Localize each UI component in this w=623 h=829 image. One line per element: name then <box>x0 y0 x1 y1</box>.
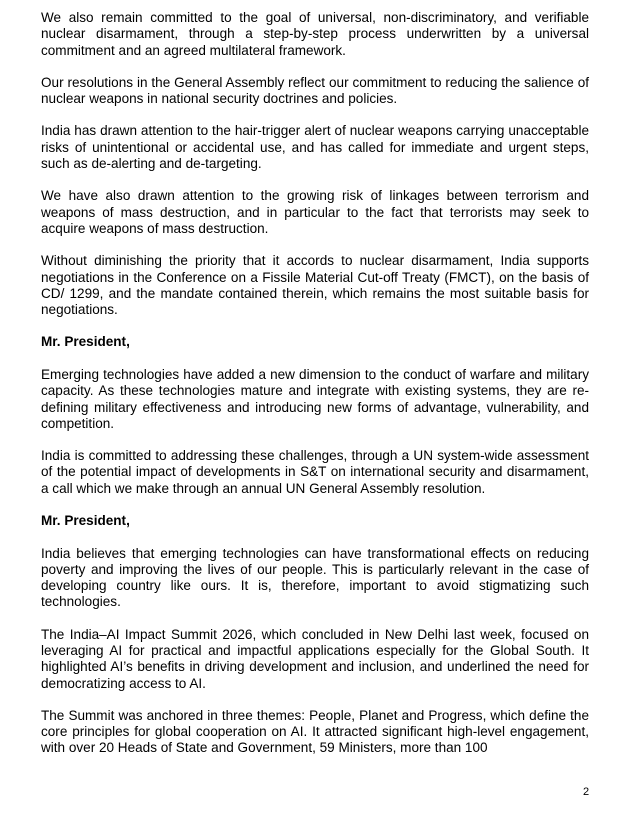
paragraph-ai-impact-summit: The India–AI Impact Summit 2026, which concluded in New Delhi last week, focused on leveraging AI for practical and impactful applications especially for the Global South. It highlighted AI’s benefits in driving development and inclusion, and underlined the need for democratizing access to AI. <box>41 626 589 691</box>
paragraph-disarmament-commitment: We also remain committed to the goal of universal, non-discriminatory, and verifiable nuclear disarmament, through a step-by-step process underwritten by a universal commitment and an agreed multilateral framework. <box>41 10 589 58</box>
paragraph-general-assembly-resolutions: Our resolutions in the General Assembly reflect our commitment to reducing the salience of nuclear weapons in national security doctrines and policies. <box>41 74 589 107</box>
paragraph-emerging-technologies: Emerging technologies have added a new dimension to the conduct of warfare and military capacity. As these technologies mature and integrate with existing systems, they are re-defining military effectiveness and introducing new forms of advantage, vulnerability, and competition. <box>41 366 589 431</box>
page-number: 2 <box>583 786 590 798</box>
paragraph-hair-trigger-alert: India has drawn attention to the hair-trigger alert of nuclear weapons carrying unacceptable risks of unintentional or accidental use, and has called for immediate and urgent steps, such as de-alerting and de-targeting. <box>41 123 589 172</box>
paragraph-un-system-wide-assessment: India is committed to addressing these challenges, through a UN system-wide assessment of the potential impact of developments in S&T on international security and disarmament, a call which we make through an annual UN General Assembly resolution. <box>41 448 589 496</box>
paragraph-fmct: Without diminishing the priority that it accords to nuclear disarmament, India supports negotiations in the Conference on a Fissile Material Cut-off Treaty (FMCT), on the basis of CD/ 1299, and the mandate contained therein, which remains the most suitable basis for negotiations. <box>41 253 589 318</box>
paragraph-terrorism-wmd: We have also drawn attention to the growing risk of linkages between terrorism and weapons of mass destruction, and in particular to the fact that terrorists may seek to acquire weapons of mass destruction. <box>41 188 589 236</box>
paragraph-transformational-effects: India believes that emerging technologies can have transformational effects on reducing poverty and improving the lives of our people. This is particularly relevant in the case of developing country like ours. It is, therefore, important to avoid stigmatizing such technologies. <box>41 545 589 610</box>
heading-mr-president-1: Mr. President, <box>41 334 130 350</box>
paragraph-summit-themes: The Summit was anchored in three themes: People, Planet and Progress, which define the core principles for global cooperation on AI. It attracted significant high-level engagement, with over 20 Heads of State and Government, 59 Ministers, more than 100 <box>41 707 589 756</box>
document-page <box>41 10 589 773</box>
heading-mr-president-2: Mr. President, <box>41 513 130 529</box>
